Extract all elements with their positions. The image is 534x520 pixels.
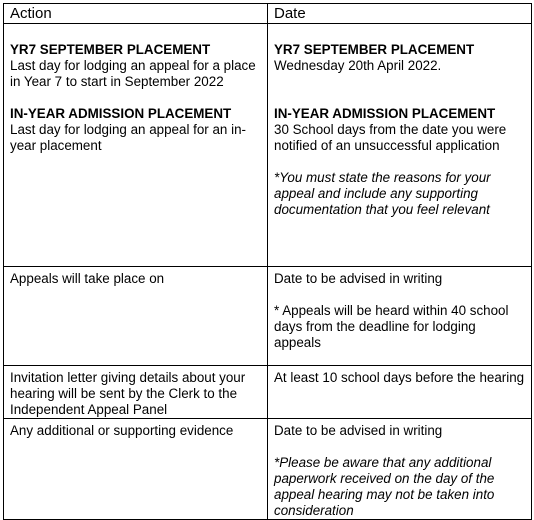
paperwork-note: *Please be aware that any additional paperwork received on the day of the appeal hearing may not be taken into consideration: [274, 455, 495, 518]
table-header-row: [4, 4, 532, 24]
date-cell: [268, 419, 532, 520]
header-action: Action: [4, 4, 268, 24]
date-cell: At least 10 school days before the hearing: [268, 366, 532, 419]
date-advised-text: Date to be advised in writing: [274, 271, 443, 286]
yr7-date-heading: YR7 SEPTEMBER PLACEMENT: [274, 42, 475, 57]
table-row: [4, 24, 532, 267]
date-advised-text: Date to be advised in writing: [274, 423, 443, 438]
yr7-heading: YR7 SEPTEMBER PLACEMENT: [10, 42, 211, 57]
appeals-heard-note: * Appeals will be heard within 40 school days from the deadline for lodging appeals: [274, 303, 509, 350]
table-row: [4, 366, 532, 419]
reasons-note: *You must state the reasons for your appeal and include any supporting documentation that you feel relevant: [274, 170, 491, 217]
header-date: Date: [268, 4, 532, 24]
action-cell: Invitation letter giving details about your hearing will be sent by the Clerk to the Independent Appeal Panel: [4, 366, 268, 419]
in-year-date-heading: IN-YEAR ADMISSION PLACEMENT: [274, 106, 496, 121]
action-cell: [4, 24, 268, 267]
in-year-action-text: Last day for lodging an appeal for an in-year placement: [10, 122, 246, 153]
action-cell: Any additional or supporting evidence: [4, 419, 268, 520]
in-year-heading: IN-YEAR ADMISSION PLACEMENT: [10, 106, 232, 121]
yr7-date-text: Wednesday 20th April 2022.: [274, 58, 442, 73]
date-cell: [268, 24, 532, 267]
appeal-timetable-table: [3, 3, 532, 520]
in-year-date-text: 30 School days from the date you were notified of an unsuccessful application: [274, 122, 507, 153]
table-row: [4, 267, 532, 366]
action-cell: Appeals will take place on: [4, 267, 268, 366]
table-row: [4, 419, 532, 520]
date-cell: [268, 267, 532, 366]
yr7-action-text: Last day for lodging an appeal for a place in Year 7 to start in September 2022: [10, 58, 256, 89]
